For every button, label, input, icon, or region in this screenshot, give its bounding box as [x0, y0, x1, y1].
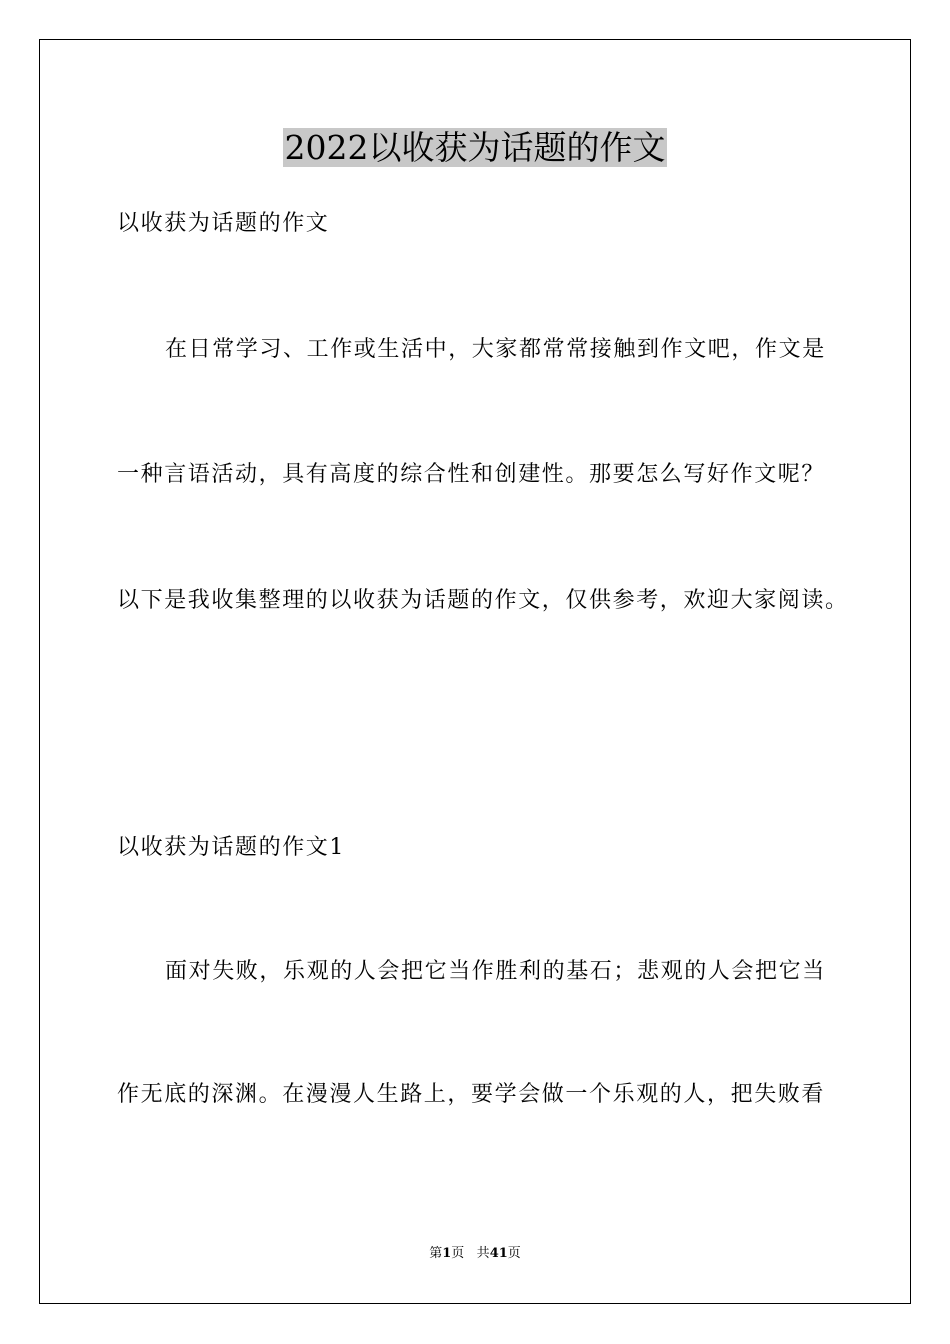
paragraph-1-line-3: 以下是我收集整理的以收获为话题的作文，仅供参考，欢迎大家阅读。 [117, 588, 849, 613]
footer-page-prefix: 第 [429, 1246, 443, 1261]
document-title-text: 2022以收获为话题的作文 [284, 128, 666, 167]
footer-page-number: 1 [442, 1246, 452, 1261]
footer-total-suffix: 页 [507, 1246, 521, 1261]
paragraph-2-line-1: 面对失败，乐观的人会把它当作胜利的基石；悲观的人会把它当 [165, 959, 826, 984]
paragraph-1-line-2: 一种言语活动，具有高度的综合性和创建性。那要怎么写好作文呢？ [117, 462, 826, 487]
footer-total-pages: 41 [489, 1246, 508, 1261]
footer-total-prefix: 共 [476, 1246, 490, 1261]
document-title [0, 126, 950, 170]
paragraph-1-line-1: 在日常学习、工作或生活中，大家都常常接触到作文吧，作文是 [165, 337, 826, 362]
paragraph-2-line-2: 作无底的深渊。在漫漫人生路上，要学会做一个乐观的人，把失败看 [117, 1082, 826, 1107]
footer-page-suffix: 页 [451, 1246, 465, 1261]
section-heading: 以收获为话题的作文1 [117, 835, 345, 860]
document-subtitle: 以收获为话题的作文 [117, 211, 330, 236]
page-footer [0, 1245, 950, 1263]
